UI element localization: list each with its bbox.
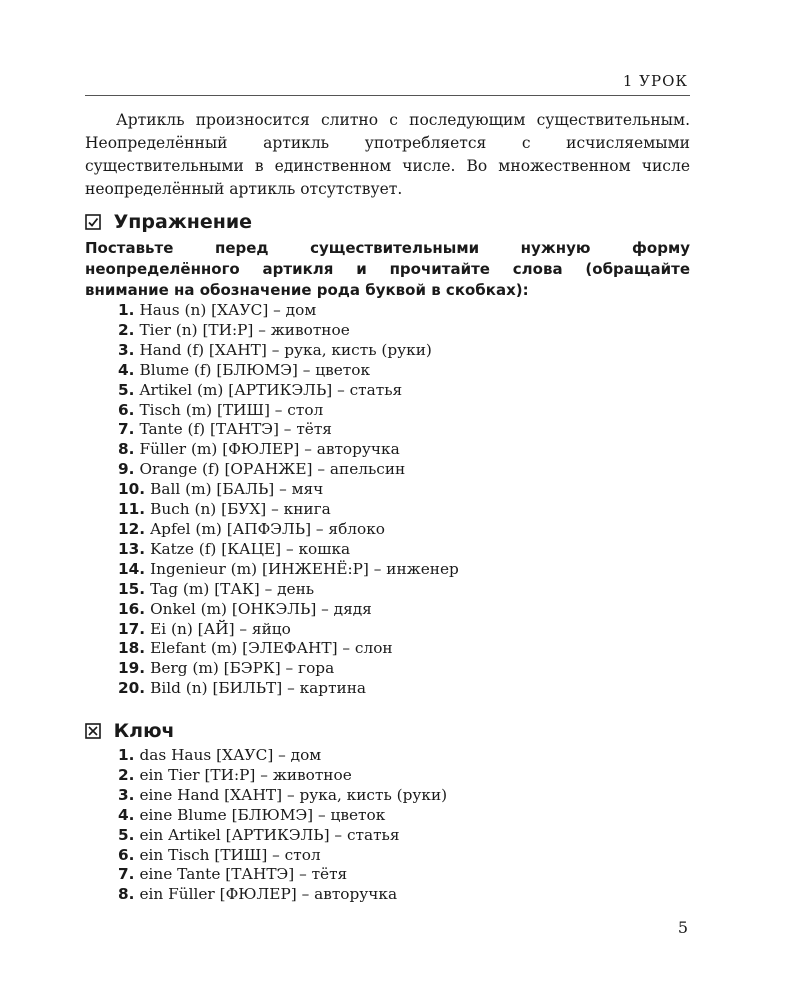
checked-box-icon [85, 211, 107, 233]
list-item: 17. Ei (n) [АЙ] – яйцо [118, 619, 291, 638]
list-item: 7. eine Tante [ТАНТЭ] – тётя [118, 865, 348, 884]
list-item: 16. Onkel (m) [ОНКЭЛЬ] – дядя [118, 599, 372, 618]
list-item: 5. ein Artikel [АРТИКЭЛЬ] – статья [118, 825, 400, 844]
list-item: 11. Buch (n) [БУХ] – книга [118, 500, 331, 519]
list-item: 13. Katze (f) [КАЦЕ] – кошка [118, 539, 351, 558]
list-item: 3. Hand (f) [ХАНТ] – рука, кисть (руки) [118, 340, 432, 359]
list-item: 4. Blume (f) [БЛЮМЭ] – цветок [118, 360, 371, 379]
list-item: 1. Haus (n) [ХАУС] – дом [118, 301, 317, 319]
list-item: 20. Bild (n) [БИЛЬТ] – картина [118, 679, 367, 698]
list-item: 9. Orange (f) [ОРАНЖЕ] – апельсин [118, 460, 406, 479]
list-item: 8. Füller (m) [ФЮЛЕР] – авторучка [118, 440, 400, 459]
exercise-heading [85, 211, 252, 233]
crossed-box-icon [85, 720, 107, 742]
list-item: 2. Tier (n) [ТИ:Р] – животное [118, 320, 350, 339]
list-item: 18. Elefant (m) [ЭЛЕФАНТ] – слон [118, 639, 393, 658]
key-heading [85, 720, 175, 742]
list-item: 15. Tag (m) [ТАК] – день [118, 579, 315, 598]
list-item: 10. Ball (m) [БАЛЬ] – мяч [118, 480, 324, 499]
list-item: 14. Ingenieur (m) [ИНЖЕНЁ:Р] – инженер [118, 559, 459, 578]
list-item: 6. ein Tisch [ТИШ] – стол [118, 845, 321, 864]
list-item: 8. ein Füller [ФЮЛЕР] – авторучка [118, 885, 398, 904]
list-item: 2. ein Tier [ТИ:Р] – животное [118, 765, 352, 784]
page-number: 5 [677, 918, 688, 937]
list-item: 7. Tante (f) [ТАНТЭ] – тётя [118, 420, 332, 439]
list-item: 1. das Haus [ХАУС] – дом [118, 746, 322, 764]
intro-paragraph: Артикль произносится слитно с последующим существительным. Неопределённый артикль употребляется с исчисляемыми существительными в единственном числе. Во множественном числе неопределённый артикль отсутствует. [85, 111, 690, 198]
lesson-header: 1 УРОК [622, 72, 688, 90]
exercise-list [118, 301, 459, 699]
list-item: 6. Tisch (m) [ТИШ] – стол [118, 400, 324, 419]
list-item: 4. eine Blume [БЛЮМЭ] – цветок [118, 805, 386, 824]
list-item: 19. Berg (m) [БЭРК] – гора [118, 659, 335, 678]
exercise-title: Упражнение [113, 211, 253, 233]
header-divider [85, 95, 690, 96]
key-list [118, 746, 447, 905]
list-item: 12. Apfel (m) [АПФЭЛЬ] – яблоко [118, 519, 385, 538]
list-item: 3. eine Hand [ХАНТ] – рука, кисть (руки) [118, 785, 448, 804]
list-item: 5. Artikel (m) [АРТИКЭЛЬ] – статья [118, 380, 403, 399]
exercise-instructions: Поставьте перед существительными нужную форму неопределённого артикля и прочитайте слова (обращайте внимание на обозначение рода буквой в скобках): [85, 239, 690, 299]
key-title: Ключ [113, 720, 175, 742]
